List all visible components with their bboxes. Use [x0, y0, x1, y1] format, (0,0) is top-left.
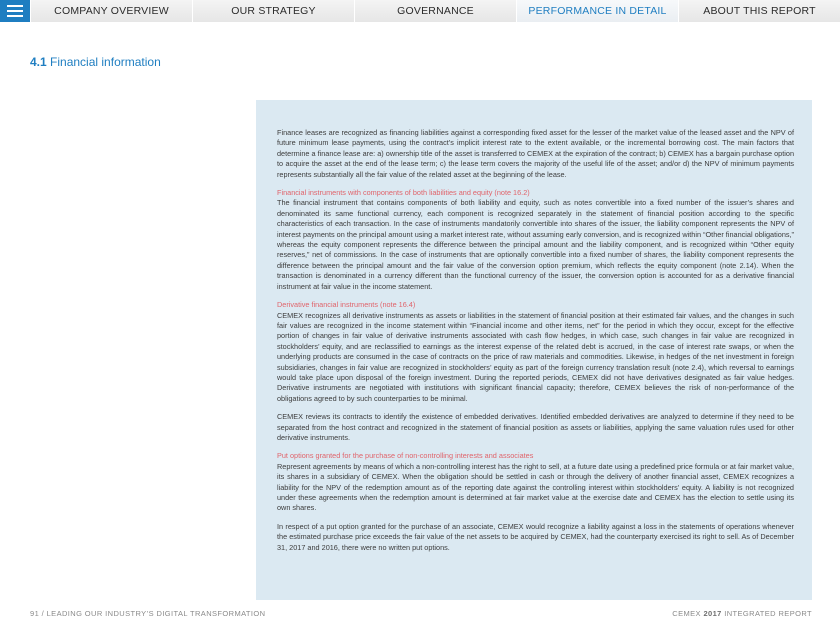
nav-tabs: [31, 0, 840, 22]
footer-company: CEMEX: [672, 609, 704, 618]
paragraph-finance-leases: Finance leases are recognized as financing liabilities against a corresponding fixed asset for the lesser of the market value of the leased asset and the NPV of future minimum lease payments, using the contract’s implicit interest rate to the extent available, or the incremental borrowing cost. The main factors that determine a finance lease are: a) ownership title of the asset is transferred to CEMEX at the expiration of the contract; b) CEMEX has a bargain purchase option to acquire the asset at the end of the lease term; c) the lease term covers the majority of the useful life of the asset; and/or d) the NPV of minimum payments represents substantially all the fair value of the related asset at the beginning of the lease.: [277, 128, 794, 179]
footer-year: 2017: [703, 609, 722, 618]
tab-company-overview[interactable]: COMPANY OVERVIEW: [31, 0, 192, 22]
tab-our-strategy[interactable]: OUR STRATEGY: [193, 0, 354, 22]
footer-report-title: [672, 609, 812, 618]
menu-line: [7, 15, 23, 17]
section-number: 4.1: [30, 55, 47, 69]
footer-report-name: INTEGRATED REPORT: [721, 609, 812, 618]
paragraph-embedded-derivatives: CEMEX reviews its contracts to identify the existence of embedded derivatives. Identified embedded derivatives are analyzed to determine if they need to be separated from the host contract and recognized in the statement of financial position as assets or liabilities, applying the same valuation rules used for other derivative instruments.: [277, 412, 794, 442]
menu-line: [7, 10, 23, 12]
tab-performance-in-detail[interactable]: PERFORMANCE IN DETAIL: [517, 0, 678, 22]
section-title-text: Financial information: [50, 55, 161, 69]
tab-about-this-report[interactable]: ABOUT THIS REPORT: [679, 0, 840, 22]
footer-page-info: 91 / LEADING OUR INDUSTRY’S DIGITAL TRANSFORMATION: [30, 609, 266, 618]
section-title: [30, 55, 161, 69]
paragraph-put-options: Represent agreements by means of which a non-controlling interest has the right to sell, at a future date using a predefined price formula or at fair market value, its shares in a subsidiary of CEMEX. When the obligation should be settled in cash or through the delivery of another financial asset, CEMEX recognizes a liability for the NPV of the redemption amount as of the reporting date against the controlling interest within stockholders’ equity. A liability is not recognized under these agreements when the redemption amount is determined at fair market value at the exercise date and CEMEX has the election to settle using its own shares.: [277, 461, 794, 513]
top-navigation: [0, 0, 840, 22]
paragraph-associate-put-option: In respect of a put option granted for the purchase of an associate, CEMEX would recognize a liability against a loss in the statements of operations whenever the estimated purchase price exceeds the fair value of the net assets to be acquired by CEMEX, had the counterparty exercised its right to sell. As of December 31, 2017 and 2016, there were no written put options.: [277, 521, 794, 552]
menu-line: [7, 5, 23, 7]
subheading-put-options: Put options granted for the purchase of non-controlling interests and associates: [277, 451, 534, 461]
subheading-derivatives: Derivative financial instruments (note 16.4): [277, 300, 416, 310]
hamburger-menu-icon[interactable]: [0, 0, 30, 22]
content-panel: [256, 100, 812, 600]
tab-governance[interactable]: GOVERNANCE: [355, 0, 516, 22]
subheading-financial-instruments: Financial instruments with components of both liabilities and equity (note 16.2): [277, 188, 530, 198]
paragraph-financial-instruments: The financial instrument that contains components of both liability and equity, such as notes convertible into a fixed number of the issuer’s shares and denominated its same functional currency, each component is recognized separately in the statement of financial position according to the specific characteristics of each transaction. In the case of instruments mandatorily convertible into shares of the issuer, the liability component represents the NPV of interest payments on the principal amount using a market interest rate, without assuming early conversion, and is recognized within “Other financial obligations,” whereas the equity component represents the difference between the principal amount and the liability component, and is recognized within “Other equity reserves,” net of commissions. In the case of instruments that are optionally convertible into a fixed number of shares, the liability component represents the difference between the principal amount and the fair value of the conversion option premium, which reflects the equity component (note 2.14). When the transaction is denominated in a currency different than the functional currency of the issuer, the conversion option is accounted for as a derivative financial instrument at fair value in the income statement.: [277, 198, 794, 291]
paragraph-derivatives: CEMEX recognizes all derivative instruments as assets or liabilities in the statement of financial position at their estimated fair values, and the changes in such fair values are recognized in the income statement within “Financial income and other items, net” for the period in which they occur, except for the effective portion of changes in fair value of derivative instruments associated with cash flow hedges, in which case, such changes in fair value are recognized in stockholders’ equity, and are reclassified to earnings as the interest expense of the related debt is accrued, in the case of interest rate swaps, or when the underlying products are consumed in the case of contracts on the price of raw materials and commodities. Likewise, in hedges of the net investment in foreign subsidiaries, changes in fair value are recognized in stockholders’ equity as part of the foreign currency translation result (note 2.4), which reversal to earnings would take place upon disposal of the foreign investment. During the reported periods, CEMEX did not have derivatives designated as fair value hedges. Derivative instruments are negotiated with institutions with significant financial capacity; therefore, CEMEX believes the risk of non-performance of the obligations agreed to by such counterparties to be minimal.: [277, 310, 794, 403]
